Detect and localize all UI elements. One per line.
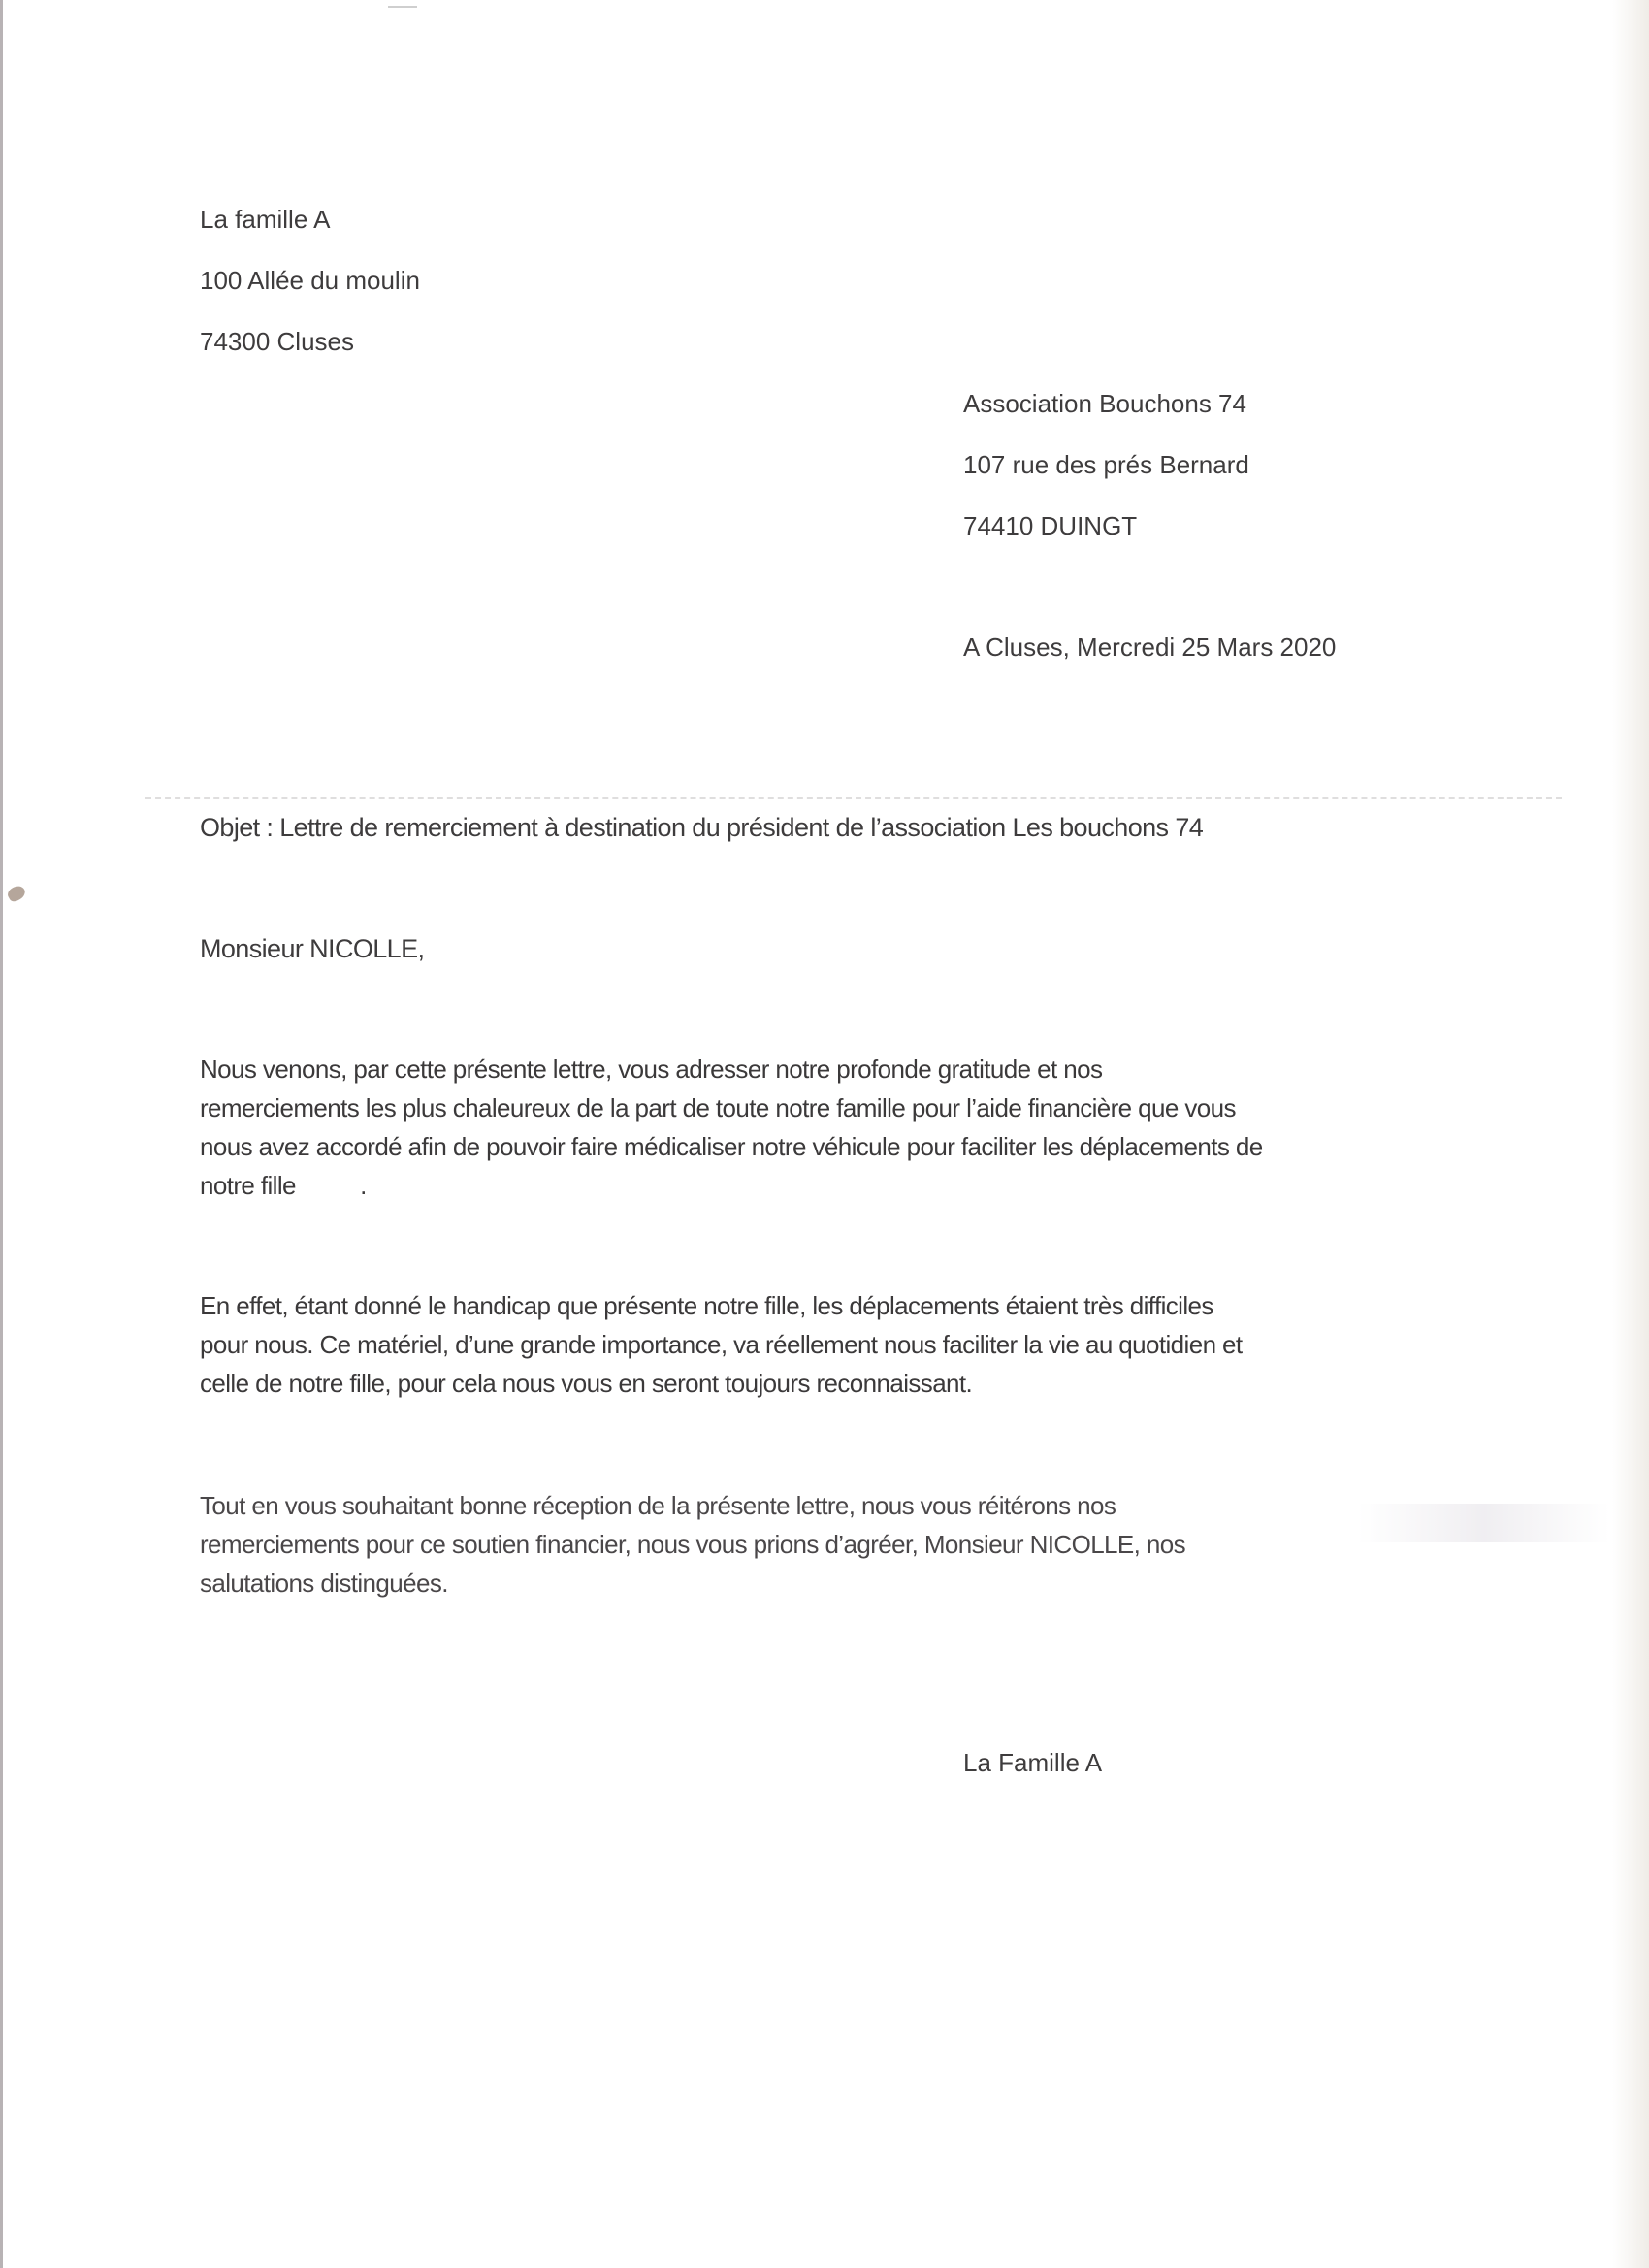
date-line: A Cluses, Mercredi 25 Mars 2020 (963, 632, 1337, 662)
scan-left-edge (0, 0, 3, 2268)
signature: La Famille A (963, 1748, 1103, 1777)
paragraph-1 (200, 1050, 1422, 1205)
sender-city: 74300 Cluses (200, 327, 354, 356)
paragraph-line: Nous venons, par cette présente lettre, vous adresser notre profonde gratitude et nos (200, 1054, 1103, 1084)
paragraph-line: salutations distinguées. (200, 1569, 448, 1598)
paragraph-line: notre fille . (200, 1171, 367, 1200)
scan-right-edge (1612, 0, 1649, 2268)
subject-line: Objet : Lettre de remerciement à destination du président de l’association Les bouchons 74 (200, 813, 1204, 842)
paragraph-line: Tout en vous souhaitant bonne réception de la présente lettre, nous vous réitérons nos (200, 1491, 1116, 1520)
paragraph-line: celle de notre fille, pour cela nous vous en seront toujours reconnaissant. (200, 1369, 973, 1398)
salutation: Monsieur NICOLLE, (200, 934, 425, 963)
paragraph-line: En effet, étant donné le handicap que présente notre fille, les déplacements étaient très difficiles (200, 1291, 1213, 1320)
paragraph-line: remerciements pour ce soutien financier, nous vous prions d’agréer, Monsieur NICOLLE, nos (200, 1530, 1186, 1559)
fold-line (146, 797, 1562, 799)
scan-smudge (6, 883, 28, 903)
sender-name: La famille A (200, 205, 331, 234)
paragraph-line: remerciements les plus chaleureux de la part de toute notre famille pour l’aide financière que vous (200, 1093, 1236, 1122)
sender-street: 100 Allée du moulin (200, 266, 420, 295)
scan-mark (388, 6, 417, 8)
recipient-name: Association Bouchons 74 (963, 389, 1246, 418)
paragraph-3 (200, 1486, 1422, 1603)
paragraph-line: pour nous. Ce matériel, d’une grande importance, va réellement nous faciliter la vie au quotidien et (200, 1330, 1243, 1359)
paragraph-2 (200, 1286, 1422, 1403)
recipient-street: 107 rue des prés Bernard (963, 450, 1249, 479)
paragraph-line: nous avez accordé afin de pouvoir faire médicaliser notre véhicule pour faciliter les déplacements de (200, 1132, 1263, 1161)
recipient-city: 74410 DUINGT (963, 511, 1138, 540)
